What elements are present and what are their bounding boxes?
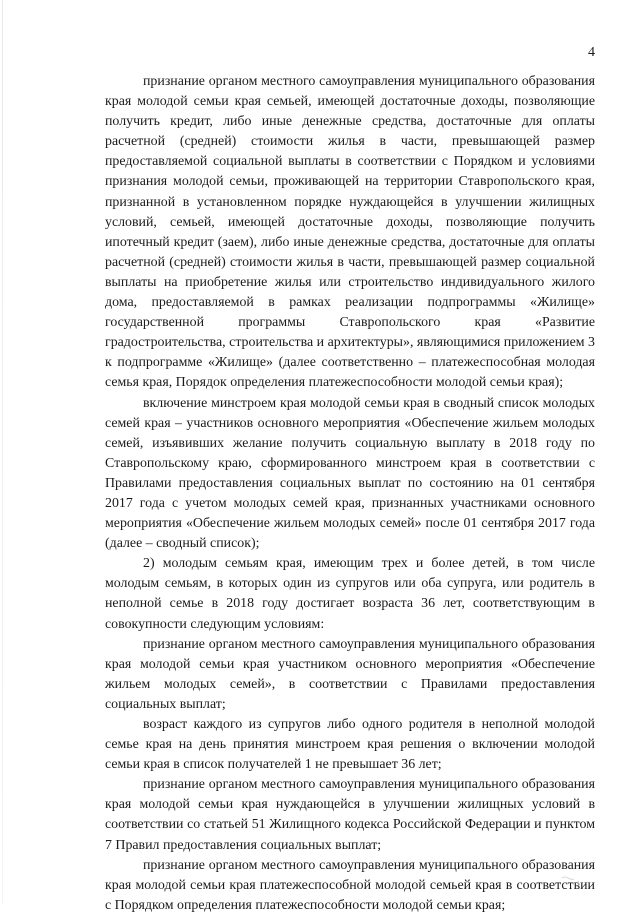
paragraph-consolidated-list: включение минстроем края молодой семьи края в сводный список молодых семей края – участников основного мероприятия «Обеспечение жильем молодых семей, изъявивших желание получить социальную выплату в 2018 году по Ставропольскому краю, сформированного минстроем края в соответствии с Правилами предоставления социальных выплат по состоянию на 01 сентября 2017 года с учетом молодых семей края, признанных участниками основного мероприятия «Обеспечение жильем молодых семей» после 01 сентября 2017 года (далее – сводный список);: [105, 395, 595, 552]
paragraph-age-limit: возраст каждого из супругов либо одного родителя в неполной молодой семье края на день принятия минстроем края решения о включении молодой семьи края в список получателей 1 не превышает 36 лет;: [105, 717, 595, 773]
document-body: [105, 72, 595, 916]
paragraph-large-families: 2) молодым семьям края, имеющим трех и более детей, в том числе молодым семьям, в которых один из супругов или оба супруга, или родитель в неполной семье в 2018 году достигает возраста 36 лет, соответствующим в совокупности следующим условиям:: [105, 556, 595, 632]
scan-left-edge: [2, 0, 3, 905]
paragraph-participant-recognition: признание органом местного самоуправления муниципального образования края молодой семьи края участником основного мероприятия «Обеспечение жильем молодых семей», в соответствии с Правилами предоставления социальных выплат;: [105, 636, 595, 712]
scan-artifact-mark: [560, 872, 588, 888]
paragraph-solvency-recognition: признание органом местного самоуправления муниципального образования края молодой семьи края семьей, имеющей достаточные доходы, позволяющие получить кредит, либо иные денежные средства, достаточные для оплаты расчетной (средней) стоимости жилья в части, превышающей размер предоставляемой социальной выплаты в соответствии с Порядком и условиями признания молодой семьи, проживающей на территории Ставропольского края, признанной в установленном порядке нуждающейся в улучшении жилищных условий, семьей, имеющей достаточные доходы, позволяющие получить ипотечный кредит (заем), либо иные денежные средства, достаточные для оплаты расчетной (средней) стоимости жилья в части, превышающей размер социальной выплаты на приобретение жилья или строительство индивидуального жилого дома, предоставляемой в рамках реализации подпрограммы «Жилище» государственной программы Ставропольского края «Развитие градостроительства, строительства и архитектуры», являющимися приложением 3 к подпрограмме «Жилище» (далее соответственно – платежеспособная молодая семья края, Порядок определения платежеспособности молодой семьи края);: [105, 74, 595, 391]
page-number: 4: [588, 45, 595, 60]
paragraph-housing-need: признание органом местного самоуправления муниципального образования края молодой семьи края нуждающейся в улучшении жилищных условий в соответствии со статьей 51 Жилищного кодекса Российской Федерации и пунктом 7 Правил предоставления социальных выплат;: [105, 777, 595, 853]
paragraph-solvency-conformity: признание органом местного самоуправления муниципального образования края молодой семьи края платежеспособной молодой семьей края в соответствии с Порядком определения платежеспособности молодой семьи края;: [105, 857, 595, 913]
